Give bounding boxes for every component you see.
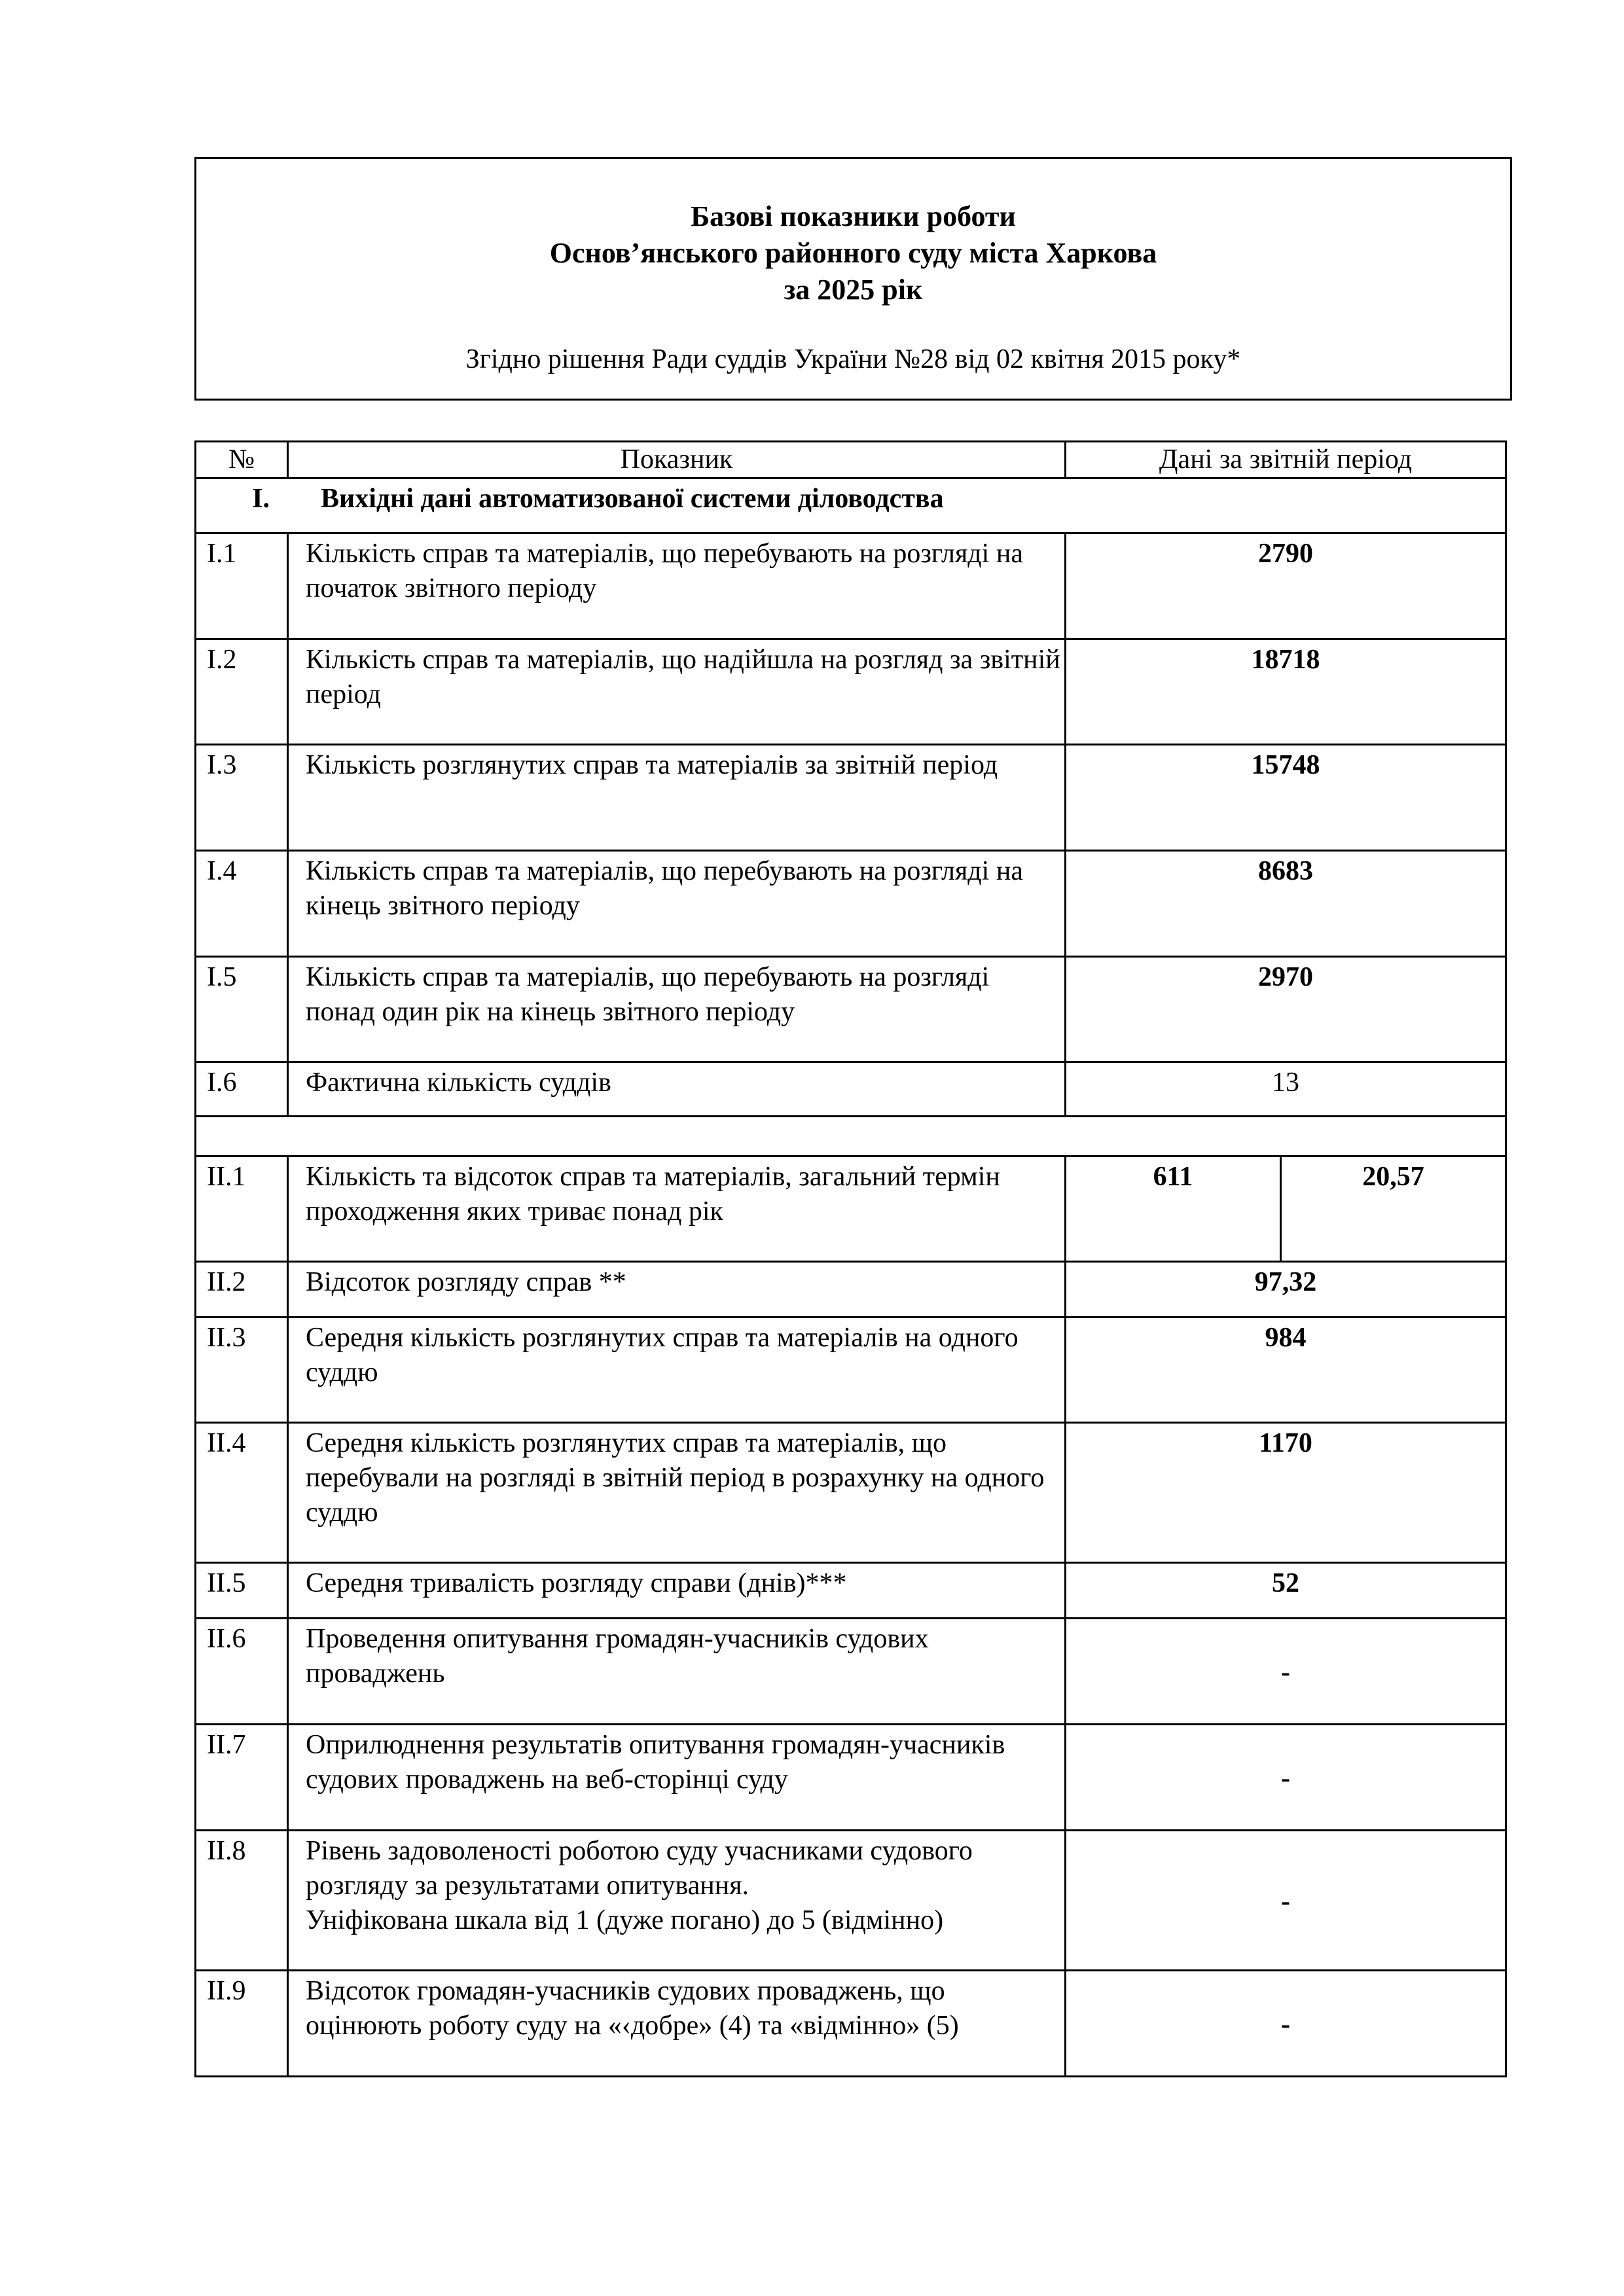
row-indicator: Відсоток розгляду справ ** [288, 1262, 1066, 1318]
row-indicator: Кількість справ та матеріалів, що перебувають на розгляді на кінець звітного періоду [288, 851, 1066, 957]
table-row [196, 1318, 1506, 1423]
row-number: I.1 [207, 539, 237, 569]
row-number: I.4 [207, 856, 237, 886]
row-number: II.1 [207, 1162, 246, 1192]
row-number: I.6 [207, 1067, 237, 1098]
row-value: - [1066, 1619, 1506, 1725]
table-row [196, 1262, 1506, 1318]
row-indicator: Кількість справ та матеріалів, що перебувають на розгляді понад один рік на кінець звітного періоду [288, 957, 1066, 1062]
row-value-count: 611 [1066, 1157, 1281, 1262]
row-indicator: Проведення опитування громадян-учасників судових проваджень [288, 1619, 1066, 1725]
section-title: Вихідні дані автоматизованої системи діловодства [321, 484, 944, 514]
table-row [196, 1619, 1506, 1725]
table-row [196, 1563, 1506, 1619]
table-row [196, 1725, 1506, 1831]
row-value-percent: 20,57 [1281, 1157, 1506, 1262]
table-row [196, 745, 1506, 851]
column-header-number: № [196, 442, 288, 478]
row-value: 13 [1066, 1062, 1506, 1117]
row-number: II.3 [207, 1323, 246, 1353]
row-indicator: Фактична кількість суддів [288, 1062, 1066, 1117]
row-number: II.9 [207, 1976, 246, 2006]
row-indicator-text: Рівень задоволеності роботою суду учасниками судового розгляду за результатами опитування. [306, 1836, 973, 1901]
column-header-data: Дані за звітній період [1066, 442, 1506, 478]
row-value: 8683 [1066, 851, 1506, 957]
row-value: 15748 [1066, 745, 1506, 851]
row-number: II.8 [207, 1836, 246, 1866]
section-number: I. [252, 484, 270, 514]
table-row [196, 1423, 1506, 1563]
row-number: II.6 [207, 1624, 246, 1654]
row-number: I.3 [207, 750, 237, 780]
row-number: II.5 [207, 1568, 246, 1598]
row-indicator: Кількість справ та матеріалів, що перебувають на розгляді на початок звітного періоду [288, 533, 1066, 639]
row-number: II.2 [207, 1267, 246, 1297]
table-row [196, 1971, 1506, 2077]
indicators-table [194, 440, 1507, 2077]
section-row [196, 478, 1506, 533]
row-indicator: Середня кількість розглянутих справ та матеріалів, що перебували на розгляді в звітній період в розрахунку на одного суддю [288, 1423, 1066, 1563]
row-indicator: Кількість справ та матеріалів, що надійшла на розгляд за звітній період [288, 639, 1066, 745]
row-value: 984 [1066, 1318, 1506, 1423]
row-indicator: Відсоток громадян-учасників судових проваджень, що оцінюють роботу суду на «‹добре» (4) та «відмінно» (5) [288, 1971, 1066, 2077]
table-row [196, 533, 1506, 639]
section-separator-row [196, 1117, 1506, 1157]
row-number: II.7 [207, 1730, 246, 1760]
row-value: 97,32 [1066, 1262, 1506, 1318]
table-row [196, 851, 1506, 957]
subtitle-decision: Згідно рішення Ради суддів України №28 від 02 квітня 2015 року* [465, 344, 1241, 374]
row-indicator: Середня тривалість розгляду справи (днів)*** [288, 1563, 1066, 1619]
row-value: 52 [1066, 1563, 1506, 1619]
table-row [196, 1157, 1506, 1262]
title-line-court: Основ’янського районного суду міста Харкова [549, 237, 1157, 269]
row-indicator: Кількість розглянутих справ та матеріалів за звітній період [288, 745, 1066, 851]
row-value: 2970 [1066, 957, 1506, 1062]
document-header [194, 157, 1512, 401]
row-indicator: Кількість та відсоток справ та матеріалів, загальний термін проходження яких триває понад рік [288, 1157, 1066, 1262]
row-number: I.2 [207, 645, 237, 675]
table-row [196, 639, 1506, 745]
row-value: 1170 [1066, 1423, 1506, 1563]
row-value: 18718 [1066, 639, 1506, 745]
table-row [196, 957, 1506, 1062]
title-line-year: за 2025 рік [784, 274, 923, 306]
row-indicator: Оприлюднення результатів опитування громадян-учасників судових проваджень на веб-сторінці суду [288, 1725, 1066, 1831]
row-indicator-note: Уніфікована шкала від 1 (дуже погано) до 5 (відмінно) [306, 1905, 944, 1935]
row-value: - [1066, 1831, 1506, 1971]
table-row [196, 1062, 1506, 1117]
column-header-indicator: Показник [288, 442, 1066, 478]
table-row [196, 1831, 1506, 1971]
title-line-1: Базові показники роботи [691, 200, 1016, 232]
row-number: I.5 [207, 962, 237, 992]
row-value: 2790 [1066, 533, 1506, 639]
row-value: - [1066, 1971, 1506, 2077]
row-indicator: Середня кількість розглянутих справ та матеріалів на одного суддю [288, 1318, 1066, 1423]
row-number: II.4 [207, 1428, 246, 1458]
row-value: - [1066, 1725, 1506, 1831]
row-indicator [288, 1831, 1066, 1971]
table-header-row [196, 442, 1506, 478]
